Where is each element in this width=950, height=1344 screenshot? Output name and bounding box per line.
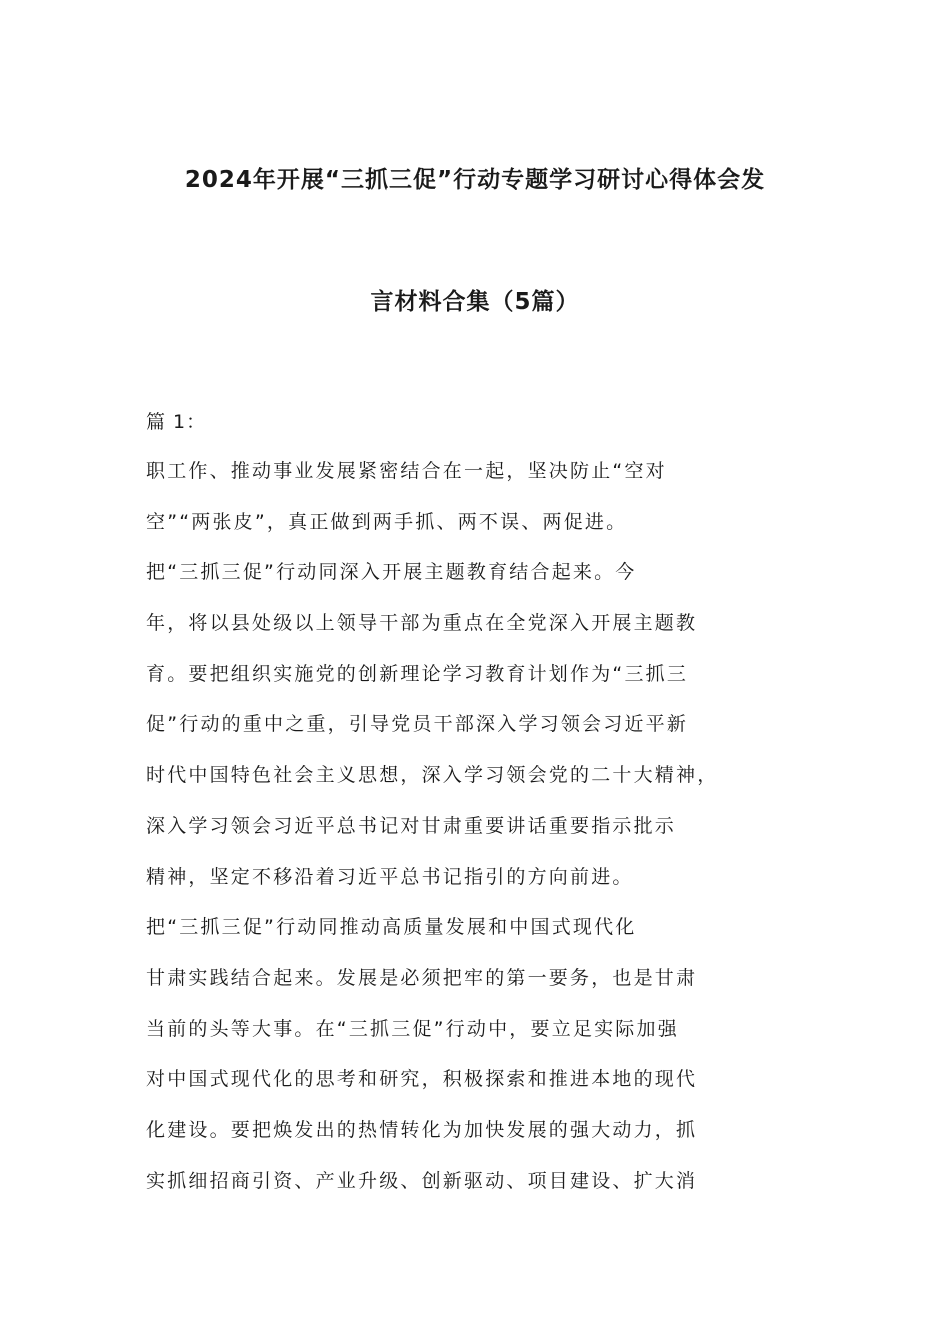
body-line: 深入学习领会习近平总书记对甘肃重要讲话重要指示批示 xyxy=(146,814,677,837)
body-text xyxy=(146,456,766,1216)
document-title-line-1: 2024年开展“三抓三促”行动专题学习研讨心得体会发 xyxy=(184,167,766,193)
body-line: 空”“两张皮”，真正做到两手抓、两不误、两促进。 xyxy=(146,510,628,533)
body-line: 时代中国特色社会主义思想，深入学习领会党的二十大精神， xyxy=(146,764,719,787)
body-line: 实抓细招商引资、产业升级、创新驱动、项目建设、扩大消 xyxy=(146,1169,698,1192)
body-line: 育。要把组织实施党的创新理论学习教育计划作为“三抓三 xyxy=(146,662,689,685)
section-label: 篇 1： xyxy=(146,411,207,433)
body-line: 当前的头等大事。在“三抓三促”行动中，要立足实际加强 xyxy=(146,1017,679,1040)
body-line: 职工作、推动事业发展紧密结合在一起，坚决防止“空对 xyxy=(146,460,667,482)
body-line: 化建设。要把焕发出的热情转化为加快发展的强大动力，抓 xyxy=(146,1118,698,1141)
document-title-line-2: 言材料合集（5篇） xyxy=(370,289,580,315)
body-line: 把“三抓三促”行动同推动高质量发展和中国式现代化 xyxy=(146,916,637,939)
body-line: 甘肃实践结合起来。发展是必须把牢的第一要务，也是甘肃 xyxy=(146,966,698,989)
body-line: 精神，坚定不移沿着习近平总书记指引的方向前进。 xyxy=(146,865,634,888)
body-line: 对中国式现代化的思考和研究，积极探索和推进本地的现代 xyxy=(146,1068,698,1091)
body-line: 年，将以县处级以上领导干部为重点在全党深入开展主题教 xyxy=(146,612,698,635)
body-line: 把“三抓三促”行动同深入开展主题教育结合起来。今 xyxy=(146,561,637,584)
body-line: 促”行动的重中之重，引导党员干部深入学习领会习近平新 xyxy=(146,713,689,736)
